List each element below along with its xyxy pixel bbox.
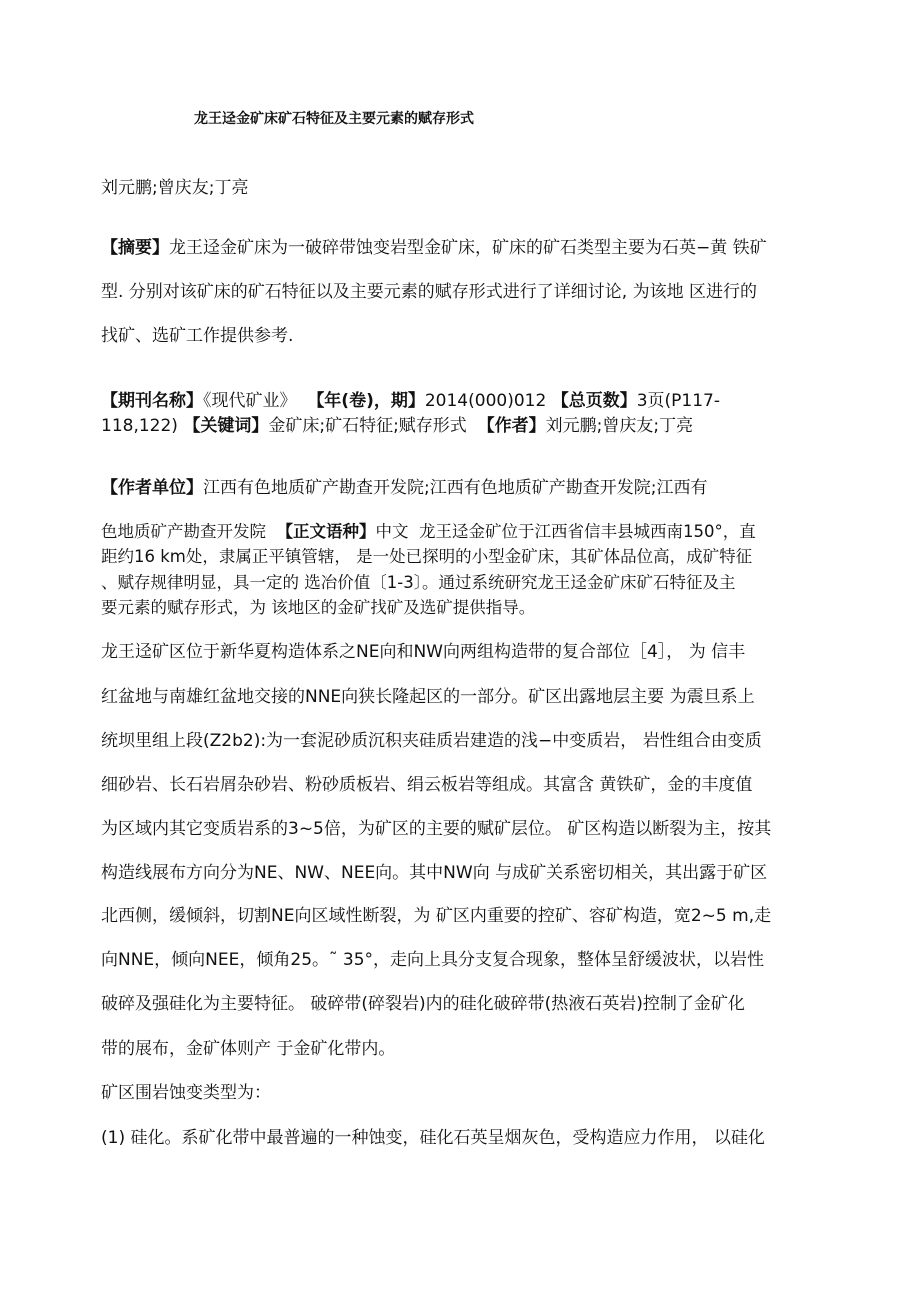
keywords-label: 【关键词】 (183, 416, 269, 436)
pages-value-cont: 118,122) (101, 416, 178, 436)
intro-line-2: 、赋存规律明显，具一定的 选冶价值〔1-3〕。通过系统研究龙王迳金矿床矿石特征及主 (101, 573, 736, 592)
year-label: 【年(卷)，期】 (307, 391, 425, 411)
intro-line-1: 距约16 km处，隶属正平镇管辖， 是一处已探明的小型金矿床，其矿体品位高，成矿特征 (101, 547, 753, 566)
geology-line-8: 向NNE，倾向NEE，倾角25。˜ 35°，走向上具分支复合现象，整体呈舒缓波状，以岩性 (101, 950, 765, 970)
author-label: 【作者】 (477, 416, 546, 436)
geology-line-9: 破碎及强硅化为主要特征。 破碎带(碎裂岩)内的硅化破碎带(热液石英岩)控制了金矿化 (101, 994, 745, 1014)
abstract-label: 【摘要】 (101, 238, 169, 258)
pages-label: 【总页数】 (551, 391, 637, 411)
pages-value: 3页(P117- (636, 391, 720, 411)
paper-title: 龙王迳金矿床矿石特征及主要元素的赋存形式 (194, 111, 474, 127)
geology-line-1: 龙王迳矿区位于新华夏构造体系之NE向和NW向两组构造带的复合部位［4］， 为 信丰 (101, 642, 746, 662)
alteration-item-1: (1) 硅化。系矿化带中最普遍的一种蚀变，硅化石英呈烟灰色，受构造应力作用， 以硅化 (101, 1128, 765, 1148)
language-label: 【正文语种】 (276, 522, 376, 541)
journal-name: 《现代矿业》 (203, 391, 297, 411)
geology-line-4: 细砂岩、长石岩屑杂砂岩、粉砂质板岩、绢云板岩等组成。其富含 黄铁矿，金的丰度值 (101, 775, 753, 795)
intro-start: 龙王迳金矿位于江西省信丰县城西南150°，直 (419, 522, 756, 541)
alteration-heading: 矿区围岩蚀变类型为： (101, 1083, 271, 1103)
meta-line-2 (101, 416, 693, 436)
author-value: 刘元鹏;曾庆友;丁亮 (545, 416, 694, 436)
abstract-text-1: 龙王迳金矿床为一破碎带蚀变岩型金矿床，矿床的矿石类型主要为石英−黄 铁矿 (169, 238, 767, 258)
geology-line-2: 红盆地与南雄红盆地交接的NNE向狭长隆起区的一部分。矿区出露地层主要 为震旦系上 (101, 687, 755, 707)
keywords-value: 金矿床;矿石特征;赋存形式 (268, 416, 467, 436)
geology-line-3: 统坝里组上段(Z2b2):为一套泥砂质沉积夹硅质岩建造的浅−中变质岩， 岩性组合由变质 (101, 731, 762, 751)
affiliation-label: 【作者单位】 (101, 478, 203, 498)
language-value: 中文 (375, 522, 409, 541)
intro-line-3: 要元素的赋存形式，为 该地区的金矿找矿及选矿提供指导。 (101, 598, 536, 617)
year-value: 2014(000)012 (424, 391, 547, 411)
geology-line-6: 构造线展布方向分为NE、NW、NEE向。其中NW向 与成矿关系密切相关，其出露于矿区 (101, 863, 768, 883)
affiliation-line-2 (101, 522, 756, 542)
geology-line-5: 为区域内其它变质岩系的3~5倍，为矿区的主要的赋矿层位。 矿区构造以断裂为主，按其 (101, 819, 772, 839)
meta-line-1 (101, 391, 720, 411)
abstract-line-2: 型. 分别对该矿床的矿石特征以及主要元素的赋存形式进行了详细讨论, 为该地 区进行的 (101, 282, 758, 302)
geology-line-10: 带的展布，金矿体则产 于金矿化带内。 (101, 1039, 396, 1059)
affiliation-text-2: 色地质矿产勘查开发院 (101, 522, 266, 541)
abstract-line-1 (101, 238, 767, 258)
affiliation-line-1 (101, 478, 707, 498)
authors-line: 刘元鹏;曾庆友;丁亮 (101, 178, 249, 198)
abstract-line-3: 找矿、选矿工作提供参考. (101, 326, 294, 346)
journal-label: 【期刊名称】 (101, 391, 203, 411)
affiliation-text-1: 江西有色地质矿产勘查开发院;江西有色地质矿产勘查开发院;江西有 (203, 478, 708, 498)
geology-line-7: 北西侧，缓倾斜，切割NE向区域性断裂，为 矿区内重要的控矿、容矿构造，宽2~5 m,走 (101, 906, 772, 926)
